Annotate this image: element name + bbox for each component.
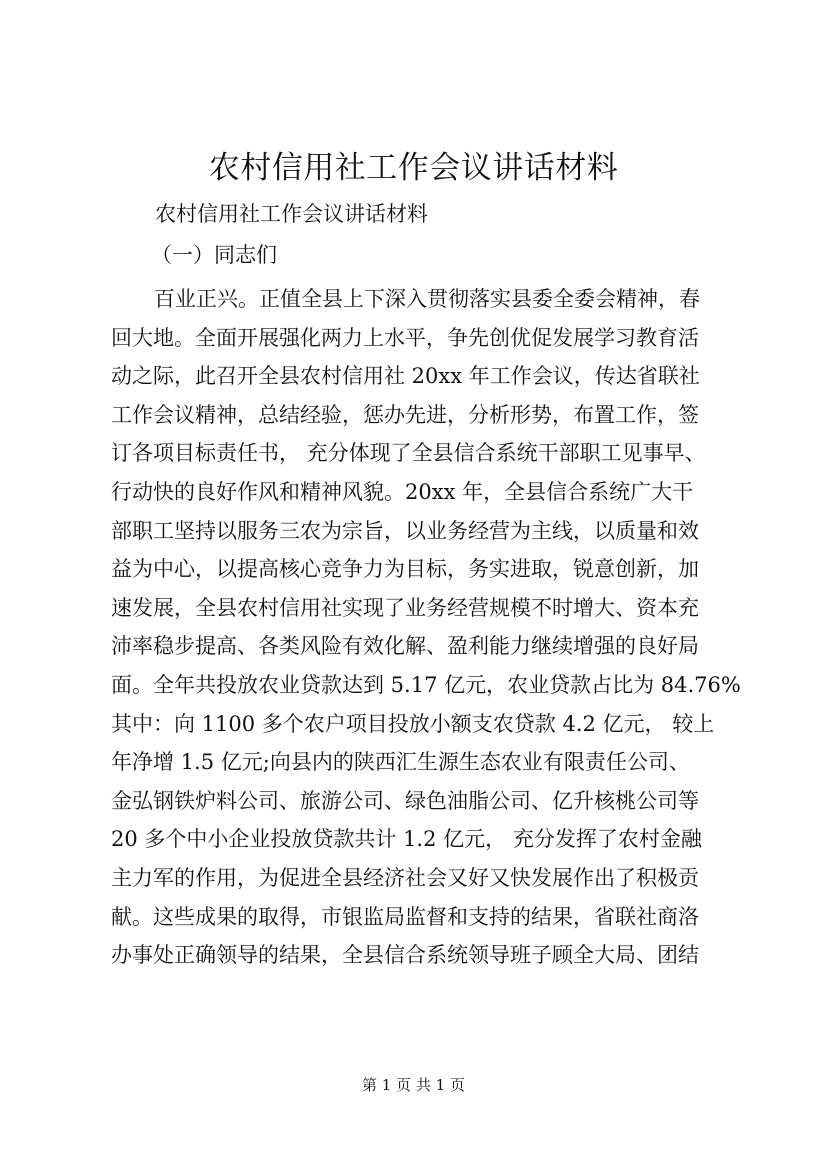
body-line: 金弘钢铁炉料公司、旅游公司、绿色油脂公司、亿升核桃公司等 <box>111 788 699 813</box>
body-line: 主力军的作用，为促进全县经济社会又好又快发展作出了积极贡 <box>111 865 699 890</box>
document-title: 农村信用社工作会议讲话材料 <box>208 150 619 186</box>
body-line: 沛率稳步提高、各类风险有效化解、盈利能力继续增强的良好局 <box>111 634 699 659</box>
body-line: 动之际，此召开全县农村信用社 20xx 年工作会议，传达省联社 <box>111 364 700 389</box>
page-footer: 第 1 页 共 1 页 <box>362 1076 465 1094</box>
body-line: 速发展，全县农村信用社实现了业务经营规模不时增大、资本充 <box>111 595 699 620</box>
body-line: 20 多个中小企业投放贷款共计 1.2 亿元， 充分发挥了农村金融 <box>111 827 702 852</box>
body-line: 工作会议精神，总结经验，惩办先进，分析形势，布置工作，签 <box>111 402 699 427</box>
body-line: 办事处正确领导的结果，全县信合系统领导班子顾全大局、团结 <box>111 943 699 968</box>
body-line: 行动快的良好作风和精神风貌。20xx 年，全县信合系统广大干 <box>111 479 694 504</box>
body-line: 订各项目标责任书， 充分体现了全县信合系统干部职工见事早、 <box>111 441 706 466</box>
body-line: 其中：向 1100 多个农户项目投放小额支农贷款 4.2 亿元， 较上 <box>111 711 715 736</box>
body-line: 百业正兴。正值全县上下深入贯彻落实县委全委会精神，春 <box>154 287 700 311</box>
body-text <box>111 280 741 975</box>
section-heading: （一）同志们 <box>151 243 277 267</box>
body-line: 回大地。全面开展强化两力上水平，争先创优促发展学习教育活 <box>111 325 699 350</box>
document-subtitle: 农村信用社工作会议讲话材料 <box>155 202 428 226</box>
body-line: 年净增 1.5 亿元;向县内的陕西汇生源生态农业有限责任公司、 <box>111 750 690 775</box>
body-line: 面。全年共投放农业贷款达到 5.17 亿元，农业贷款占比为 84.76% <box>111 672 741 697</box>
body-line: 部职工坚持以服务三农为宗旨，以业务经营为主线，以质量和效 <box>111 518 699 543</box>
body-line: 献。这些成果的取得，市银监局监督和支持的结果，省联社商洛 <box>111 904 699 929</box>
body-line: 益为中心，以提高核心竞争力为目标，务实进取，锐意创新，加 <box>111 557 699 582</box>
